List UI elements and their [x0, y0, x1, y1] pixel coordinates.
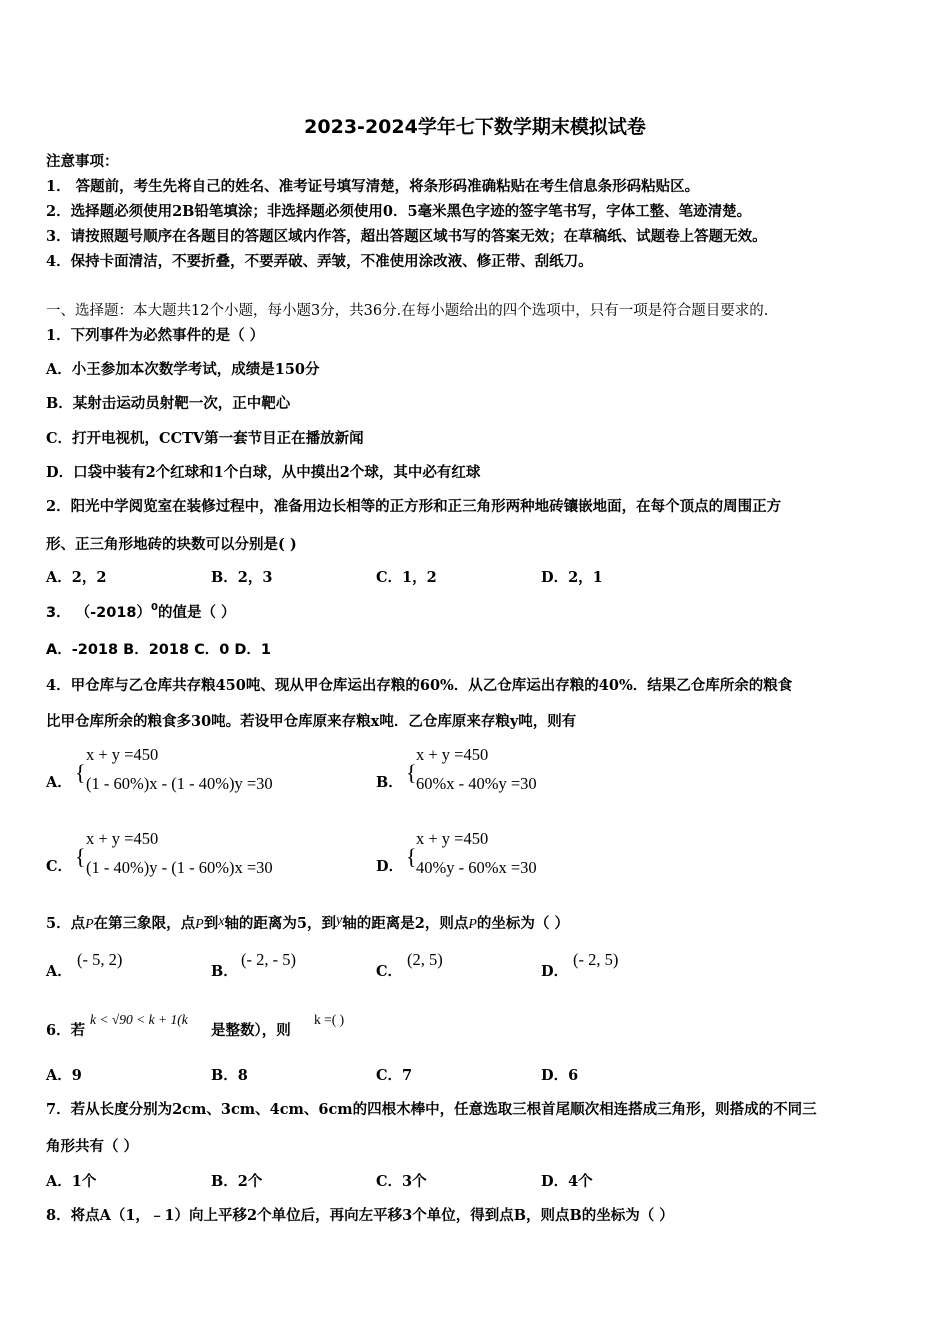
- question-4-option-d-label: D．: [376, 858, 404, 875]
- question-5-stem: [46, 914, 569, 935]
- equation: (1 - 40%)y - (1 - 60%)x =30: [86, 858, 273, 877]
- brace-icon: {: [75, 760, 86, 785]
- equation: x + y =450: [86, 829, 159, 848]
- question-2-option-d: D．2，1: [541, 569, 603, 586]
- brace-icon: {: [75, 844, 86, 869]
- brace-icon: {: [406, 844, 417, 869]
- question-6-option-d: D．6: [541, 1067, 579, 1084]
- question-7-option-c: C．3个: [376, 1173, 427, 1190]
- text: 到: [203, 915, 219, 932]
- question-6-option-b: B．8: [211, 1067, 248, 1084]
- question-5-option-c-label: C．: [376, 963, 403, 980]
- notice-item: 1． 答题前，考生先将自己的姓名、准考证号填写清楚，将条形码准确粘贴在考生信息条形码粘贴区。: [46, 178, 700, 195]
- question-3-tail: 的值是（ ）: [157, 605, 236, 621]
- question-6-lead: 6．若: [46, 1022, 86, 1039]
- question-7-stem: 7．若从长度分别为2cm、3cm、4cm、6cm的四根木棒中，任意选取三根首尾顺次相连搭成三角形，则搭成的不同三: [46, 1101, 817, 1118]
- question-6-option-c: C．7: [376, 1067, 413, 1084]
- question-6-option-a: A．9: [46, 1067, 82, 1084]
- question-2-option-a: A．2，2: [46, 569, 107, 586]
- text: 轴的距离为5，到: [224, 915, 337, 932]
- question-2-option-c: C．1，2: [376, 569, 437, 586]
- question-3-exponent: 0: [151, 602, 158, 613]
- question-1-option-c: C．打开电视机，CCTV第一套节目正在播放新闻: [46, 430, 364, 447]
- section-heading: 一、选择题：本大题共12个小题，每小题3分，共36分.在每小题给出的四个选项中，只有一项是符合题目要求的.: [46, 303, 769, 319]
- question-5-option-b: (- 2, - 5): [241, 950, 296, 969]
- equation: (1 - 60%)x - (1 - 40%)y =30: [86, 774, 273, 793]
- question-2-option-b: B．2，3: [211, 569, 273, 586]
- question-5-option-b-label: B．: [211, 963, 238, 980]
- question-7-option-d: D．4个: [541, 1173, 593, 1190]
- question-6-mid: 是整数），则: [211, 1022, 291, 1039]
- var-p: P: [85, 917, 94, 932]
- question-2-stem: 2．阳光中学阅览室在装修过程中，准备用边长相等的正方形和正三角形两种地砖镶嵌地面，在每个顶点的周围正方: [46, 498, 782, 515]
- text: 轴的距离是2，则点: [342, 915, 469, 932]
- question-3-stem: [46, 603, 236, 625]
- question-1-option-a: A．小王参加本次数学考试，成绩是150分: [46, 361, 320, 378]
- equation: 60%x - 40%y =30: [416, 774, 537, 793]
- question-6-inequality: k < √90 < k + 1(k: [90, 1012, 188, 1027]
- question-5-option-a: (- 5, 2): [77, 950, 123, 969]
- question-5-option-a-label: A．: [46, 963, 72, 980]
- question-3-options: A．-2018 B．2018 C．0 D．1: [46, 642, 272, 658]
- question-4-option-a-label: A．: [46, 774, 72, 791]
- question-2-stem-cont: 形、正三角形地砖的块数可以分别是( ): [46, 536, 297, 553]
- equation: 40%y - 60%x =30: [416, 858, 537, 877]
- question-5-option-d: (- 2, 5): [573, 950, 619, 969]
- question-7-stem-cont: 角形共有（ ）: [46, 1138, 139, 1155]
- question-4-stem-cont: 比甲仓库所余的粮食多30吨。若设甲仓库原来存粮x吨．乙仓库原来存粮y吨，则有: [46, 713, 577, 730]
- text: 在第三象限，点: [93, 915, 196, 932]
- equation: x + y =450: [416, 829, 489, 848]
- notice-item: 4．保持卡面清洁，不要折叠，不要弄破、弄皱，不准使用涂改液、修正带、刮纸刀。: [46, 253, 593, 270]
- question-7-option-b: B．2个: [211, 1173, 263, 1190]
- notice-item: 3．请按照题号顺序在各题目的答题区域内作答，超出答题区域书写的答案无效；在草稿纸、试题卷上答题无效。: [46, 228, 767, 245]
- brace-icon: {: [406, 760, 417, 785]
- notice-item: 2．选择题必须使用2B铅笔填涂；非选择题必须使用0．5毫米黑色字迹的签字笔书写，字体工整、笔迹清楚。: [46, 203, 752, 220]
- equation: x + y =450: [86, 745, 159, 764]
- question-5-option-c: (2, 5): [407, 950, 443, 969]
- text: 的坐标为（ ）: [476, 915, 569, 932]
- var-y: y: [336, 913, 343, 928]
- question-1-option-b: B．某射击运动员射靶一次，正中靶心: [46, 395, 291, 412]
- question-4-stem: 4．甲仓库与乙仓库共存粮450吨、现从甲仓库运出存粮的60%．从乙仓库运出存粮的40%．结果乙仓库所余的粮食: [46, 677, 793, 694]
- var-p: P: [468, 917, 477, 932]
- question-5-option-d-label: D．: [541, 963, 569, 980]
- question-6-k: k =( ): [314, 1012, 345, 1027]
- question-3-base: 3． （-2018）: [46, 605, 152, 621]
- page-title: 2023-2024学年七下数学期末模拟试卷: [304, 116, 646, 138]
- question-8-stem: 8．将点A（1，﹣1）向上平移2个单位后，再向左平移3个单位，得到点B，则点B的坐标为（ ）: [46, 1207, 674, 1224]
- question-4-option-b-label: B．: [376, 774, 403, 791]
- var-p: P: [195, 917, 204, 932]
- question-1-stem: 1．下列事件为必然事件的是（ ）: [46, 327, 265, 344]
- text: 5．点: [46, 915, 86, 932]
- equation: x + y =450: [416, 745, 489, 764]
- question-4-option-c-label: C．: [46, 858, 73, 875]
- notice-heading: 注意事项：: [46, 153, 119, 170]
- question-1-option-d: D．口袋中装有2个红球和1个白球，从中摸出2个球，其中必有红球: [46, 464, 481, 481]
- var-x: x: [218, 914, 225, 929]
- question-7-option-a: A．1个: [46, 1173, 97, 1190]
